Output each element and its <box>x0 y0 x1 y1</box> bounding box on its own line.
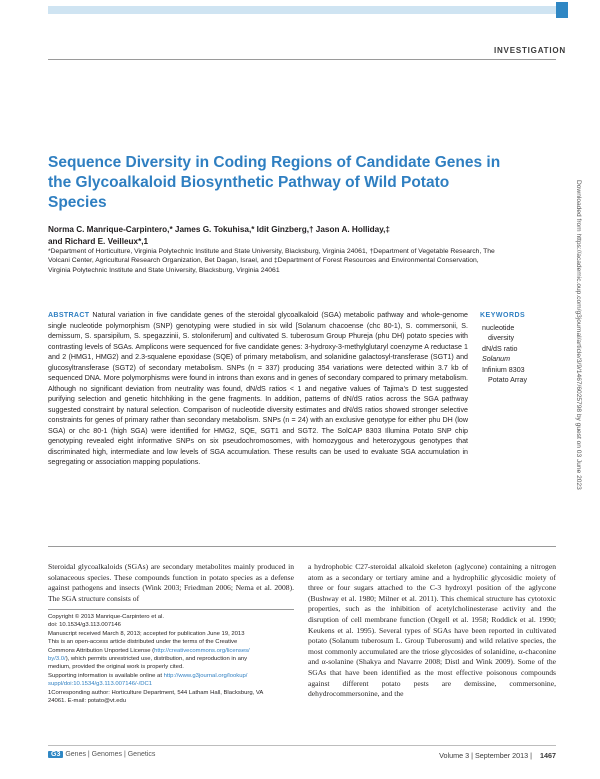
top-bar-marker <box>556 2 568 18</box>
supporting-line-1: Supporting information is available online at http://www.g3journal.org/lookup/ <box>48 672 248 679</box>
footer-rule <box>48 745 556 746</box>
keywords-heading: KEYWORDS <box>480 312 526 319</box>
keyword-item: Potato Array <box>488 376 528 384</box>
license-line-4: medium, provided the original work is properly cited. <box>48 664 184 671</box>
license-line-1: This is an open-access article distributed under the terms of the Creative <box>48 639 238 646</box>
abstract <box>48 310 468 468</box>
page-footer: Volume 3 | September 2013 | 1467 <box>439 751 556 760</box>
keyword-item: Infinium 8303 <box>482 365 525 374</box>
license-link[interactable]: http://creativecommons.org/licenses/ <box>154 647 250 654</box>
doi-note: doi: 10.1534/g3.113.007146 <box>48 622 121 629</box>
corresponding-line-2: 24061. E-mail: potato@vt.edu <box>48 698 127 705</box>
supporting-link-cont[interactable]: suppl/doi:10.1534/g3.113.007146/-/DC1 <box>48 681 153 688</box>
license-line-3: by/3.0/), which permits unrestricted use, distribution, and reproduction in any <box>48 656 248 663</box>
top-color-bar <box>0 0 600 22</box>
body-column-right: a hydrophobic C27-steroidal alkaloid skeleton (aglycone) containing a nitrogen atom as a secondary or tertiary amine and a hydrophilic glycosidic moiety of three or four sugars attached to the C-3 hydroxyl position of the aglycone (Bushway et al. 1980; Milner et al. 2011). This chemical structure has cytotoxic properties, such as the inhibition of acetylcholinesterase activity and the disruption of cell membrane function (Orgell et al. 1958; Roddick et al. 1990; Keukens et al. 1995). Several types of SGAs have been reported in cultivated potato (Solanum tuberosum L. Group Tuberosum) and wild relative species, the most commonly accumulated are the triose glycosides of solanidine, α-chaconine and α-solanine (Shakya and Navarre 2008; Distl and Wink 2009). Some of the SGAs that have been identified as the most effective poisonous compounds against different potato pests are demissine, commersonine, dehydrocommersonine, and the <box>308 562 556 699</box>
abstract-text: Natural variation in five candidate genes of the steroidal glycoalkaloid (SGA) metabolic pathway and whole-genome single nucleotide polymorphism (SNP) genotyping were studied in six wild [Solanum chacoense (chc 80-1), S. commersonii, S. demissum, S. sparsipilum, S. spegazzinii, S. stoloniferum] and cultivated S. tuberosum Group Phureja (phu DH) potato species with contrasting levels of SGAs. Amplicons were sequenced for five candidate genes: 3-hydroxy-3-methylglutaryl coenzyme A reductase 1 and 2 (HMG1, HMG2) and 2.3-squalene epoxidase (SQE) of primary metabolism, and solanidine galactosyl-transferase (SGT1) and glucosyltransferase (SGT2) of secondary metabolism. SNPs (n = 337) producing 354 variations were detected within 3.7 kb of sequenced DNA. More polymorphisms were found in introns than exons and in genes of secondary compared to primary metabolism. Although no significant deviation from neutrality was found, dN/dS ratios < 1 and negative values of Tajima’s D test suggested purifying selection and genetic hitchhiking in the gene fragments. In addition, patterns of dN/dS ratios across the SGA pathway suggested constraint by natural selection. Comparison of nucleotide diversity estimates and dN/dS ratios showed stronger selective constraints for genes of primary rather than secondary metabolism. SNPs (n = 24) with an exclusive genotype for either phu DH (low SGA) or chc 80-1 (high SGA) were identified for HMG2, SQE, SGT1 and SGT2. The SolCAP 8303 Illumina Potato SNP chip genotyping revealed eight informative SNPs on six pseudochromosomes, with homozygous and heterozygous genotypes that discriminated high, intermediate and low levels of SGA accumulation. These results can be used to evaluate SGA accumulation in segregating or association mapping populations. <box>48 311 468 466</box>
keyword-item: dN/dS ratio <box>482 344 518 353</box>
page-number: 1467 <box>540 751 556 760</box>
volume: Volume 3 <box>439 751 470 760</box>
article-title: Sequence Diversity in Coding Regions of Candidate Genes in the Glycoalkaloid Biosynthetic Pathway of Wild Potato Species <box>48 154 501 211</box>
issue-date: September 2013 <box>474 751 529 760</box>
top-bar-fill <box>48 6 556 14</box>
g3-logo: G3 <box>48 751 63 758</box>
author-list <box>48 224 498 247</box>
supporting-line-2 <box>48 680 294 688</box>
section-label: INVESTIGATION <box>493 46 566 55</box>
authors-line-1: Norma C. Manrique-Carpintero,* James G. Tokuhisa,* Idit Ginzberg,† Jason A. Holliday,‡ <box>48 225 390 234</box>
body-column-left: Steroidal glycoalkaloids (SGAs) are secondary metabolites mainly produced in solanaceous species. These compounds function in potato species as a defense against pathogens and insects (Wink 2003; Friedman 2006; Nema et al. 2008). The SGA structure consists of <box>48 562 294 603</box>
journal-subtitle: Genes | Genomes | Genetics <box>65 751 156 758</box>
download-watermark <box>572 180 582 580</box>
header-rule <box>48 59 556 60</box>
license-line-2: Commons Attribution Unported License (http://creativecommons.org/licenses/ <box>48 647 250 654</box>
keyword-item: Solanum <box>482 355 510 363</box>
corresponding-line-1: 1Corresponding author: Horticulture Department, 544 Latham Hall, Blacksburg, VA <box>48 689 264 696</box>
download-watermark-text: Downloaded from https://academic.oup.com/g3journal/article/3/9/1467/6025798 by guest on 03 June 2023 <box>575 180 582 490</box>
journal-footer <box>48 751 155 758</box>
abstract-divider <box>48 546 556 547</box>
abstract-heading: ABSTRACT <box>48 311 90 319</box>
manuscript-note: Manuscript received March 8, 2013; accepted for publication June 19, 2013 <box>48 630 245 637</box>
license-link-cont[interactable]: by/3.0/ <box>48 656 66 663</box>
affiliations: *Department of Horticulture, Virginia Polytechnic Institute and State University, Blacksburg, Virginia 24061, †Department of Vegetable Research, The Volcani Center, Agricultural Research Organization, Bet Dagan, Israel, and ‡Department of Forest Resources and Environmental Conservation, Virginia Polytechnic Institute and State University, Blacksburg, Virginia 24061 <box>48 248 495 274</box>
footnotes <box>48 613 294 705</box>
keyword-item: nucleotide <box>482 323 515 332</box>
keywords-box <box>480 311 560 386</box>
supporting-link[interactable]: http://www.g3journal.org/lookup/ <box>163 672 248 679</box>
keyword-item: diversity <box>488 334 515 342</box>
footnote-rule <box>48 609 294 610</box>
authors-line-2: and Richard E. Veilleux*,1 <box>48 236 149 246</box>
copyright-note: Copyright © 2013 Manrique-Carpintero et al. <box>48 614 164 620</box>
